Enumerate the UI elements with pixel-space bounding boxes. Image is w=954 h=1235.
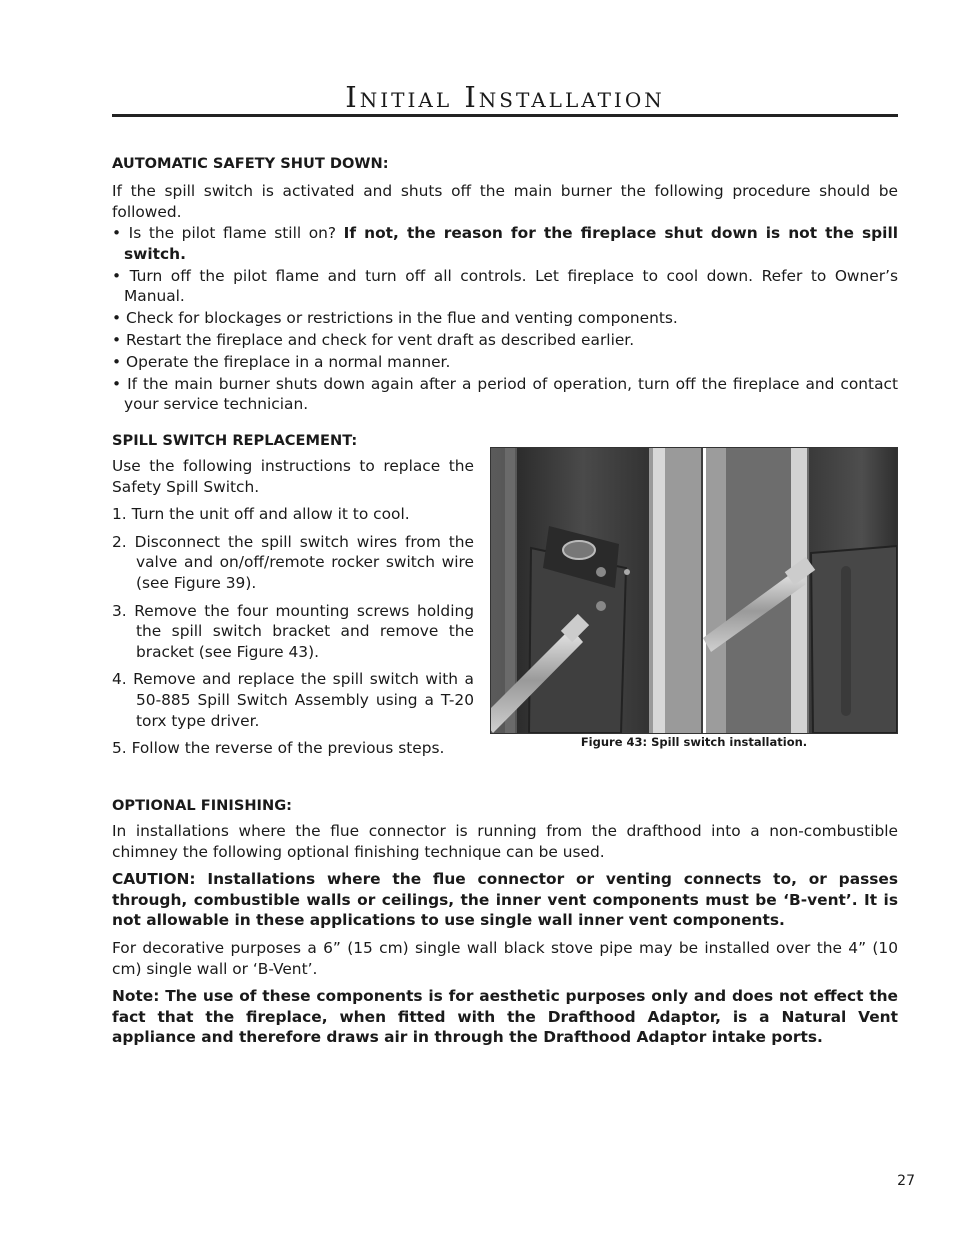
list-item: 2. Disconnect the spill switch wires from the valve and on/off/remote rocker switch wire (see Figure 39). [112,532,474,592]
list-item: 3. Remove the four mounting screws holding the spill switch bracket and remove the bracket (see Figure 43). [112,601,474,661]
list-item: 5. Follow the reverse of the previous steps. [112,739,445,758]
section-heading-replacement: SPILL SWITCH REPLACEMENT: [112,432,358,449]
bullet-question: • Is the pilot flame still on? [112,224,344,243]
list-item: • If the main burner shuts down again after a period of operation, turn off the fireplace and contact your service technician. [112,374,898,414]
safety-shutdown-section [112,155,898,416]
replacement-steps [112,504,474,759]
list-item: • Turn off the pilot flame and turn off all controls. Let fireplace to cool down. Refer to Owner’s Manual. [112,266,898,306]
page-number: 27 [897,1173,915,1189]
optional-finishing-section [112,797,898,1048]
shutdown-bullet-list [112,223,898,415]
finishing-intro: In installations where the flue connector is running from the drafthood into a non-combustible chimney the following optional finishing technique can be used. [112,822,898,861]
shutdown-intro: If the spill switch is activated and shuts off the main burner the following procedure should be followed. [112,182,898,221]
caution-text: CAUTION: Installations where the flue connector or venting connects to, or passes through, combustible walls or ceilings, the inner vent components must be ‘B-vent’. It is not allowable in these applications to use single wall inner vent components. [112,870,898,930]
figure-caption: Figure 43: Spill switch installation. [580,735,808,749]
list-item: 4. Remove and replace the spill switch with a 50-885 Spill Switch Assembly using a T-20 torx type driver. [112,670,474,730]
section-heading-finishing: OPTIONAL FINISHING: [112,797,293,814]
figure-spill-switch-photo [490,447,898,734]
list-item: • Operate the fireplace in a normal manner. [112,352,451,371]
spill-switch-replacement-section [112,432,474,759]
list-item: 1. Turn the unit off and allow it to cool. [112,505,410,524]
section-heading-shutdown: AUTOMATIC SAFETY SHUT DOWN: [112,155,389,172]
list-item [112,223,898,264]
bullet-emphasis: If not, the reason for the fireplace shut down is not the spill switch. [124,224,898,263]
decorative-text: For decorative purposes a 6” (15 cm) single wall black stove pipe may be installed over the 4” (10 cm) single wall or ‘B-Vent’. [112,938,898,978]
spill-switch-photo [491,448,897,733]
replacement-intro: Use the following instructions to replace the Safety Spill Switch. [112,457,474,496]
note-text: Note: The use of these components is for aesthetic purposes only and does not effect the fact that the fireplace, when fitted with the Drafthood Adaptor, is a Natural Vent appliance and therefore draws air in through the Drafthood Adaptor intake ports. [112,987,898,1047]
list-item: • Restart the fireplace and check for vent draft as described earlier. [112,331,635,350]
page-title: Initial Installation [345,80,665,114]
title-rule [112,114,898,117]
list-item: • Check for blockages or restrictions in the flue and venting components. [112,309,678,328]
